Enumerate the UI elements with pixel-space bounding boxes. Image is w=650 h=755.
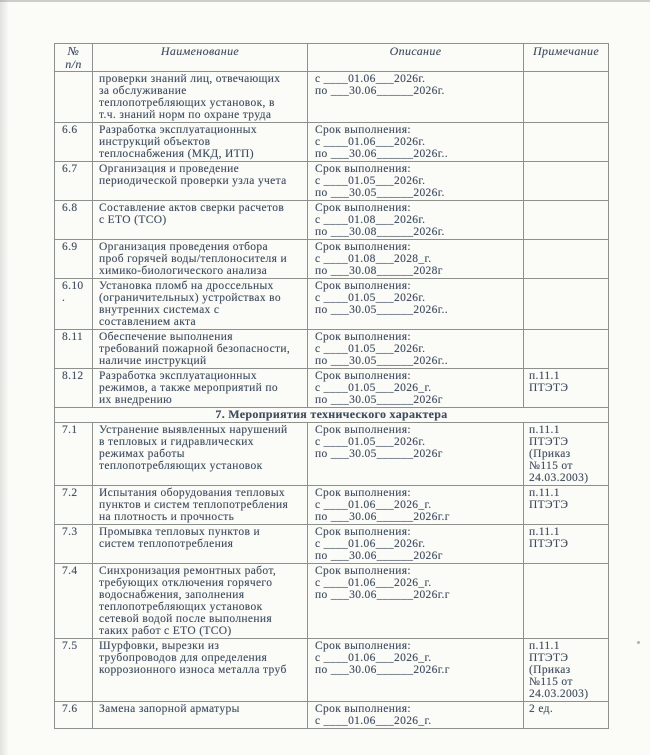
text-line: водоснабжения, заполнения xyxy=(99,589,245,601)
text-line: 6.9 xyxy=(62,241,78,253)
table-header-row xyxy=(55,44,609,72)
col-header-num xyxy=(55,44,93,72)
table-row xyxy=(55,201,609,240)
row-description-cell xyxy=(308,702,524,729)
text-line: Срок выполнения: xyxy=(315,487,411,499)
row-name-cell xyxy=(93,702,308,729)
text-line: ПТЭТЭ xyxy=(529,499,569,511)
text-line: по ___30.06______2026г.. xyxy=(315,148,448,160)
row-number-cell xyxy=(55,330,93,369)
text-line: Промывка тепловых пунктов и xyxy=(99,526,260,538)
text-line: по ___30.05______2026г.. xyxy=(315,304,448,316)
table-row xyxy=(55,279,609,330)
text-line: с ____01.05___2026г. xyxy=(315,436,426,448)
text-line: с ____01.06___2026г. xyxy=(315,73,426,85)
text-line: с ____01.05___2026г. xyxy=(315,175,426,187)
row-name-cell xyxy=(93,486,308,525)
text-line: Срок выполнения: xyxy=(315,163,411,175)
row-number-cell xyxy=(55,240,93,279)
text-line: Срок выполнения: xyxy=(315,241,411,253)
text-line: по ___30.08______2026г. xyxy=(315,226,445,238)
text-line: с ____01.06___2026_г. xyxy=(315,715,432,727)
text-line: Срок выполнения: xyxy=(315,640,411,652)
text-line: 7.6 xyxy=(62,703,78,715)
text-line: п.11.1 xyxy=(529,640,560,652)
row-description-cell xyxy=(308,240,524,279)
text-line: 7.5 xyxy=(62,640,78,652)
section-header-row xyxy=(55,408,609,423)
row-note-cell xyxy=(524,423,609,486)
row-number-cell xyxy=(55,423,93,486)
text-line: Замена запорной арматуры xyxy=(99,703,240,715)
row-name-cell xyxy=(93,201,308,240)
row-name-cell xyxy=(93,423,308,486)
row-description-cell xyxy=(308,123,524,162)
text-line: химико-биологического анализа xyxy=(99,265,268,277)
table-row xyxy=(55,486,609,525)
text-line: 8.12 xyxy=(62,370,84,382)
text-line: требований пожарной безопасности, xyxy=(99,343,291,355)
row-name-cell xyxy=(93,279,308,330)
table-header xyxy=(55,44,609,72)
text-line: с ____01.05___2026г. xyxy=(315,343,426,355)
row-description-cell xyxy=(308,423,524,486)
text-line: ПТЭТЭ xyxy=(529,436,569,448)
text-line: систем теплопотребления xyxy=(99,538,234,550)
text-line: в тепловых и гидравлических xyxy=(99,436,254,448)
text-line: трубопроводов для определения xyxy=(99,652,268,664)
text-line: проверки знаний лиц, отвечающих xyxy=(99,73,281,85)
row-name-cell xyxy=(93,525,308,564)
text-line: режимах работы xyxy=(99,448,185,460)
text-line: инструкций объектов xyxy=(99,136,211,148)
row-name-cell xyxy=(93,162,308,201)
text-line: с ____01.06___2026г. xyxy=(315,136,426,148)
scan-artifact-left-shadow xyxy=(0,0,10,755)
text-line: Составление актов сверки расчетов xyxy=(99,202,285,214)
row-number-cell xyxy=(55,123,93,162)
table-row xyxy=(55,240,609,279)
text-line: Испытания оборудования тепловых xyxy=(99,487,285,499)
table-row xyxy=(55,423,609,486)
row-description-cell xyxy=(308,201,524,240)
text-line: по ___30.06______2026г.г xyxy=(315,589,450,601)
row-name-cell xyxy=(93,564,308,639)
text-line: 24.03.2003) xyxy=(529,688,589,700)
row-name-cell xyxy=(93,330,308,369)
text-line: Срок выполнения: xyxy=(315,280,411,292)
row-number-cell xyxy=(55,639,93,702)
text-line: (ограничительных) устройствах во xyxy=(99,292,281,304)
row-note-cell xyxy=(524,162,609,201)
text-line: теплопотребляющих установок, в xyxy=(99,97,275,109)
text-line: ПТЭТЭ xyxy=(529,382,569,394)
row-number-cell xyxy=(55,486,93,525)
row-description-cell xyxy=(308,525,524,564)
table-row xyxy=(55,162,609,201)
text-line: с ____01.05___2026г. xyxy=(315,292,426,304)
text-line: . xyxy=(62,292,66,304)
text-line: на плотность и прочность xyxy=(99,511,235,523)
text-line: внутренних системах с xyxy=(99,304,220,316)
text-line: (Приказ xyxy=(529,448,571,460)
text-line: по ___30.05______2026г xyxy=(315,448,443,460)
row-note-cell xyxy=(524,72,609,123)
table-row xyxy=(55,564,609,639)
text-line: т.ч. знаний норм по охране труда xyxy=(99,109,272,121)
work-plan-table xyxy=(54,43,609,729)
row-description-cell xyxy=(308,330,524,369)
table-row xyxy=(55,72,609,123)
text-line: Срок выполнения: xyxy=(315,424,411,436)
text-line: Установка пломб на дроссельных xyxy=(99,280,274,292)
text-line: Срок выполнения: xyxy=(315,370,411,382)
text-line: 2 ед. xyxy=(529,703,554,715)
row-note-cell xyxy=(524,330,609,369)
text-line: 6.10 xyxy=(62,280,84,292)
col-header-num-line2: п/п xyxy=(65,56,82,71)
text-line: по ___30.06______2026г xyxy=(315,550,443,562)
text-line: теплоснабжения (МКД, ИТП) xyxy=(99,148,254,160)
row-note-cell xyxy=(524,123,609,162)
text-line: п.11.1 xyxy=(529,526,560,538)
row-note-cell xyxy=(524,279,609,330)
text-line: составлением акта xyxy=(99,316,196,328)
text-line: Срок выполнения: xyxy=(315,565,411,577)
row-name-cell xyxy=(93,123,308,162)
col-header-num-line1: № xyxy=(67,44,80,58)
text-line: 7.1 xyxy=(62,424,78,436)
text-line: 7.3 xyxy=(62,526,78,538)
text-line: по ___30.06______2026г.г xyxy=(315,664,450,676)
text-line: Разработка эксплуатационных xyxy=(99,124,257,136)
text-line: ПТЭТЭ xyxy=(529,652,569,664)
row-description-cell xyxy=(308,564,524,639)
row-note-cell xyxy=(524,240,609,279)
row-number-cell xyxy=(55,72,93,123)
text-line: с ____01.05___2026_г. xyxy=(315,382,432,394)
text-line: Организация проведения отбора xyxy=(99,241,268,253)
row-name-cell xyxy=(93,639,308,702)
text-line: по ___30.05______2026г.. xyxy=(315,355,448,367)
text-line: периодической проверки узла учета xyxy=(99,175,287,187)
row-description-cell xyxy=(308,486,524,525)
table-row xyxy=(55,702,609,729)
row-number-cell xyxy=(55,564,93,639)
text-line: с ____01.06___2026_г. xyxy=(315,577,432,589)
text-line: Срок выполнения: xyxy=(315,526,411,538)
scan-artifact-top-line xyxy=(0,0,650,2)
section-title: 7. Мероприятия технического характера xyxy=(55,408,609,423)
table-body xyxy=(55,72,609,729)
text-line: Срок выполнения: xyxy=(315,331,411,343)
text-line: Срок выполнения: xyxy=(315,124,411,136)
row-number-cell xyxy=(55,369,93,408)
row-description-cell xyxy=(308,72,524,123)
text-line: с ____01.06___2026_г. xyxy=(315,652,432,664)
text-line: коррозионного износа металла труб xyxy=(99,664,287,676)
text-line: 8.11 xyxy=(62,331,84,343)
text-line: с ЕТО (ТСО) xyxy=(99,214,167,226)
row-name-cell xyxy=(93,369,308,408)
text-line: по ___30.06______2026г.г xyxy=(315,511,450,523)
row-description-cell xyxy=(308,162,524,201)
text-line: с ____01.06___2026г. xyxy=(315,538,426,550)
text-line: с ____01.08___2028_г. xyxy=(315,253,432,265)
row-note-cell xyxy=(524,564,609,639)
text-line: Организация и проведение xyxy=(99,163,240,175)
row-note-cell xyxy=(524,201,609,240)
text-line: Срок выполнения: xyxy=(315,202,411,214)
text-line: за обслуживание xyxy=(99,85,187,97)
row-name-cell xyxy=(93,240,308,279)
text-line: 7.4 xyxy=(62,565,78,577)
table-row xyxy=(55,525,609,564)
text-line: ПТЭТЭ xyxy=(529,538,569,550)
text-line: №115 от xyxy=(529,460,573,472)
text-line: наличие инструкций xyxy=(99,355,207,367)
text-line: п.11.1 xyxy=(529,424,560,436)
text-line: Обеспечение выполнения xyxy=(99,331,233,343)
text-line: №115 от xyxy=(529,676,573,688)
row-number-cell xyxy=(55,525,93,564)
text-line: сетевой водой после выполнения xyxy=(99,613,273,625)
text-line: режимов, а также мероприятий по xyxy=(99,382,278,394)
scan-artifact-dot xyxy=(637,641,640,644)
table-row xyxy=(55,369,609,408)
table-row xyxy=(55,123,609,162)
text-line: с ____01.06___2026_г. xyxy=(315,499,432,511)
row-description-cell xyxy=(308,639,524,702)
text-line: Синхронизация ремонтных работ, xyxy=(99,565,277,577)
text-line: теплопотребляющих установок xyxy=(99,460,263,472)
text-line: по ___30.05______2026г xyxy=(315,394,443,406)
text-line: их внедрению xyxy=(99,394,173,406)
text-line: по ___30.08______2028г xyxy=(315,265,443,277)
row-name-cell xyxy=(93,72,308,123)
text-line: проб горячей воды/теплоносителя и xyxy=(99,253,288,265)
row-note-cell xyxy=(524,702,609,729)
text-line: Устранение выявленных нарушений xyxy=(99,424,288,436)
text-line: Шурфовки, вырезки из xyxy=(99,640,220,652)
table-row xyxy=(55,330,609,369)
text-line: теплопотребляющих установок xyxy=(99,601,263,613)
text-line: п.11.1 xyxy=(529,487,560,499)
col-header-note: Примечание xyxy=(524,44,609,72)
row-description-cell xyxy=(308,279,524,330)
text-line: 24.03.2003) xyxy=(529,472,589,484)
text-line: пунктов и систем теплопотребления xyxy=(99,499,289,511)
row-number-cell xyxy=(55,201,93,240)
text-line: 6.6 xyxy=(62,124,78,136)
text-line: 7.2 xyxy=(62,487,78,499)
row-description-cell xyxy=(308,369,524,408)
text-line: 6.8 xyxy=(62,202,78,214)
text-line: по ___30.06______2026г. xyxy=(315,85,445,97)
text-line: требующих отключения горячего xyxy=(99,577,273,589)
text-line: Срок выполнения: xyxy=(315,703,411,715)
text-line: по ___30.05______2026г. xyxy=(315,187,445,199)
table-row xyxy=(55,639,609,702)
row-note-cell xyxy=(524,369,609,408)
col-header-name: Наименование xyxy=(93,44,308,72)
col-header-description: Описание xyxy=(308,44,524,72)
row-note-cell xyxy=(524,486,609,525)
text-line: (Приказ xyxy=(529,664,571,676)
row-number-cell xyxy=(55,702,93,729)
text-line: таких работ с ЕТО (ТСО) xyxy=(99,625,232,637)
text-line: 6.7 xyxy=(62,163,78,175)
row-note-cell xyxy=(524,525,609,564)
text-line: с ____01.08___2026г. xyxy=(315,214,426,226)
text-line: Разработка эксплуатационных xyxy=(99,370,257,382)
text-line: п.11.1 xyxy=(529,370,560,382)
row-number-cell xyxy=(55,162,93,201)
row-note-cell xyxy=(524,639,609,702)
row-number-cell xyxy=(55,279,93,330)
